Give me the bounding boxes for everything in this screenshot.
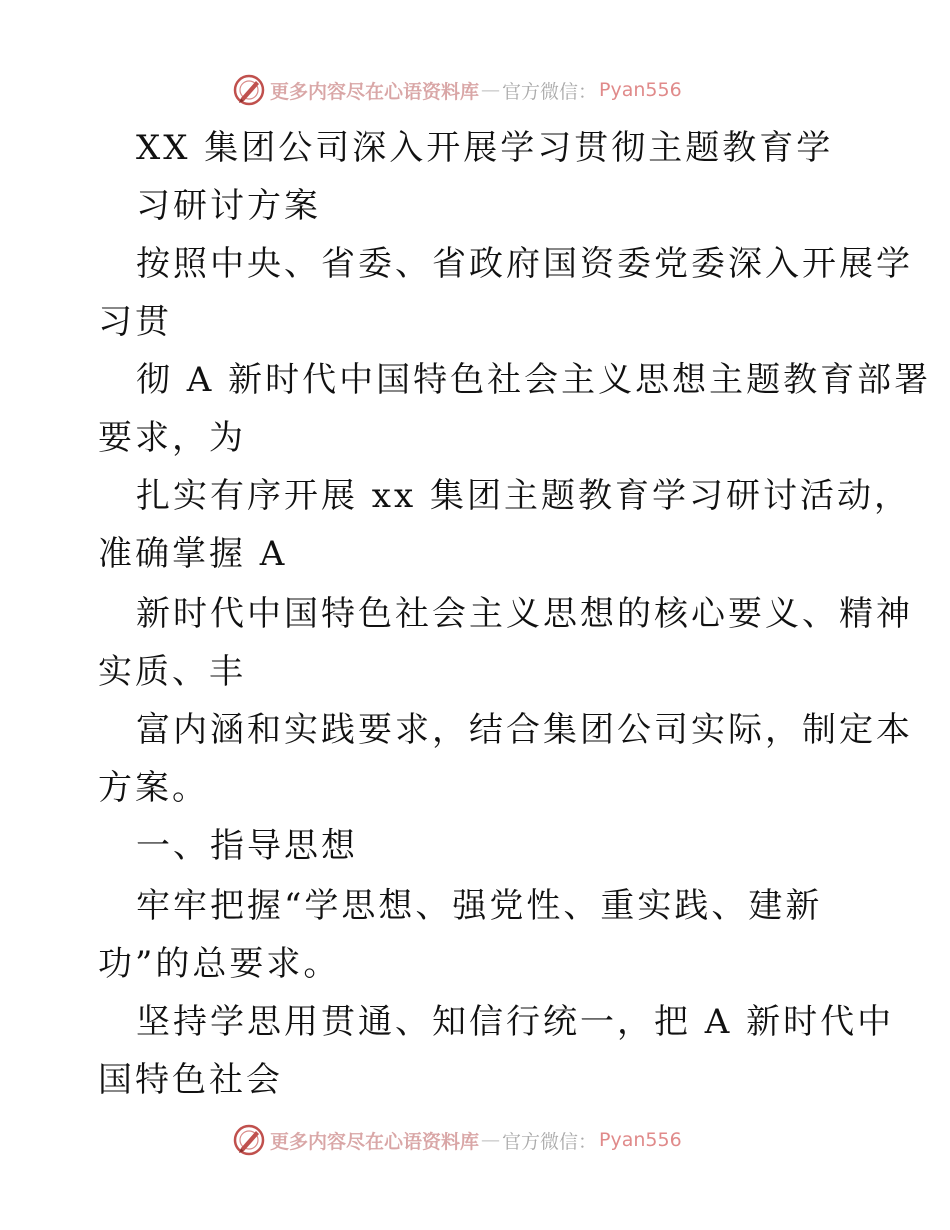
- footer-watermark: [232, 1122, 682, 1158]
- body-line: 扎实有序开展 xx 集团主题教育学习研讨活动，: [136, 476, 911, 516]
- watermark-dash: —: [481, 79, 501, 101]
- watermark-site-text: 更多内容尽在心语资料库: [270, 80, 480, 103]
- body-line: 按照中央、省委、省政府国资委党委深入开展学: [136, 244, 913, 284]
- body-line: 功”的总要求。: [98, 944, 341, 984]
- watermark-account-id: Pyan556: [599, 1129, 682, 1151]
- document-title-line-2: 习研讨方案: [136, 186, 321, 226]
- watermark-official-label: 官方微信：: [502, 80, 598, 103]
- section-heading: 一、指导思想: [136, 826, 358, 866]
- body-line: 方案。: [98, 768, 209, 808]
- pen-logo-icon: [232, 1123, 266, 1157]
- body-line: 新时代中国特色社会主义思想的核心要义、精神: [136, 594, 913, 634]
- body-line: 准确掌握 A: [98, 534, 288, 574]
- body-line: 牢牢把握“学思想、强党性、重实践、建新: [136, 886, 823, 926]
- header-watermark: [232, 72, 682, 108]
- body-line: 习贯: [98, 302, 172, 342]
- watermark-account-id: Pyan556: [599, 79, 682, 101]
- watermark-official-label: 官方微信：: [502, 1130, 598, 1153]
- body-line: 富内涵和实践要求，结合集团公司实际，制定本: [136, 710, 913, 750]
- body-line: 坚持学思用贯通、知信行统一，把 A 新时代中: [136, 1002, 895, 1042]
- body-line: 实质、丰: [98, 652, 246, 692]
- body-line: 彻 A 新时代中国特色社会主义思想主题教育部署: [136, 360, 932, 400]
- body-line: 要求，为: [98, 418, 246, 458]
- body-line: 国特色社会: [98, 1060, 283, 1100]
- watermark-site-text: 更多内容尽在心语资料库: [270, 1130, 480, 1153]
- pen-logo-icon: [232, 73, 266, 107]
- watermark-dash: —: [481, 1129, 501, 1151]
- document-title-line-1: XX 集团公司深入开展学习贯彻主题教育学: [136, 128, 834, 168]
